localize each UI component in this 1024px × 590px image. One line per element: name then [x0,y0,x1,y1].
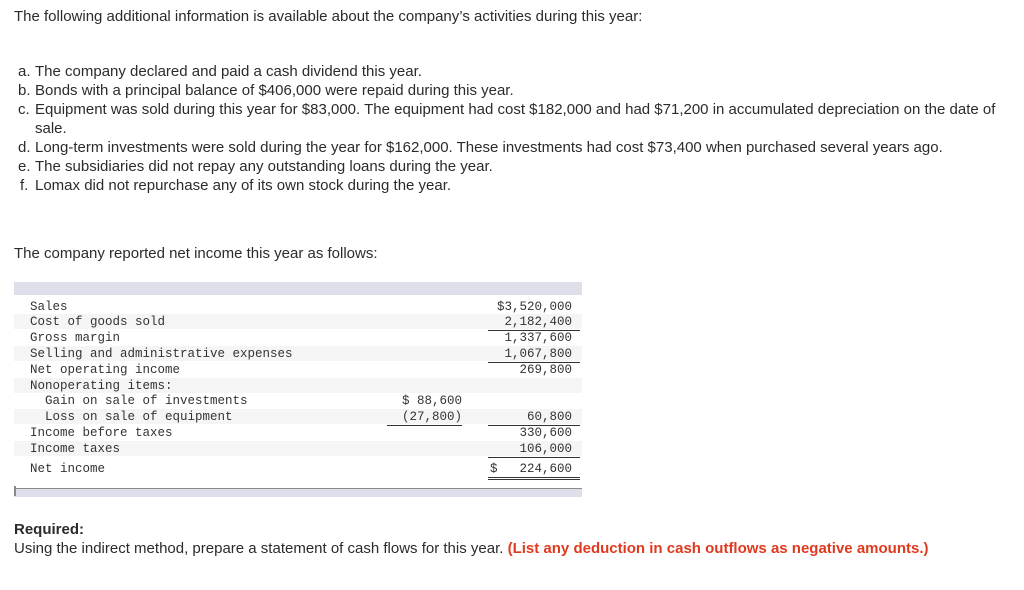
row-value: 1,337,600 [504,331,572,345]
item-text: The company declared and paid a cash dividend this year. [35,63,422,80]
row-value: 2,182,400 [488,314,580,331]
item-text: Equipment was sold during this year for $83,000. The equipment had cost $182,000 and had $71,200 in accumulated depreciation on the date of sale. [35,101,996,137]
item-text: Bonds with a principal balance of $406,000 were repaid during this year. [35,82,514,99]
row-value: 60,800 [488,409,580,426]
list-item [18,157,1008,176]
item-marker: b. [18,82,31,99]
row-label: Net operating income [30,363,181,377]
item-marker: c. [18,101,30,118]
item-marker: e. [18,158,31,175]
table-row-gross-margin [14,330,582,345]
row-subvalue: $ 88,600 [401,394,462,408]
row-value: 106,000 [488,441,580,458]
row-label: Net income [30,462,106,476]
intro-text: The following additional information is available about the company’s activities during this year: [14,8,643,25]
row-label: Loss on sale of equipment [45,410,233,424]
row-value: 330,600 [519,426,572,440]
required-instructions [14,539,1004,558]
row-label: Income before taxes [30,426,173,440]
list-item [18,138,1008,157]
row-label: Gross margin [30,331,121,345]
row-label: Selling and administrative expenses [30,347,293,361]
row-value: 224,600 [488,461,580,480]
required-note: (List any deduction in cash outflows as negative amounts.) [507,540,929,557]
item-text: The subsidiaries did not repay any outstanding loans during the year. [35,158,493,175]
list-item [18,81,1008,100]
item-text: Lomax did not repurchase any of its own stock during the year. [35,177,452,194]
list-item [18,100,1008,138]
item-marker: a. [18,63,31,80]
table-bottom-bar [14,488,582,497]
table-row-sga [14,346,582,361]
item-text: Long-term investments were sold during the year for $162,000. These investments had cost $73,400 when purchased several years ago. [35,139,943,156]
reported-text: The company reported net income this year as follows: [14,245,378,262]
row-value: $3,520,000 [488,299,580,316]
table-row-loss-on-equipment [14,409,582,424]
table-row-nonoperating-items [14,378,582,393]
row-label: Nonoperating items: [30,379,173,393]
additional-info-list [18,62,1008,195]
item-marker: f. [20,177,29,194]
row-subvalue: (27,800) [387,409,462,426]
row-label: Gain on sale of investments [45,394,248,408]
row-value: 269,800 [519,363,572,377]
income-statement-table [14,282,582,496]
table-row-net-income [14,461,582,476]
required-text: Using the indirect method, prepare a statement of cash flows for this year. [14,540,504,557]
table-row-net-operating-income [14,362,582,377]
row-label: Income taxes [30,442,121,456]
table-row-cogs [14,314,582,329]
table-row-sales [14,299,582,314]
list-item [18,176,1008,195]
table-row-income-before-taxes [14,425,582,440]
row-label: Sales [30,300,68,314]
required-section [14,520,1004,558]
list-item [18,62,1008,81]
item-marker: d. [18,139,31,156]
table-top-bar [14,282,582,295]
table-corner-edge [14,486,16,496]
table-row-income-taxes [14,441,582,456]
row-dollar-sign: $ [490,462,498,476]
row-value: 1,067,800 [488,346,580,363]
required-heading: Required: [14,521,85,538]
row-label: Cost of goods sold [30,315,166,329]
table-row-gain-on-investments [14,393,582,408]
